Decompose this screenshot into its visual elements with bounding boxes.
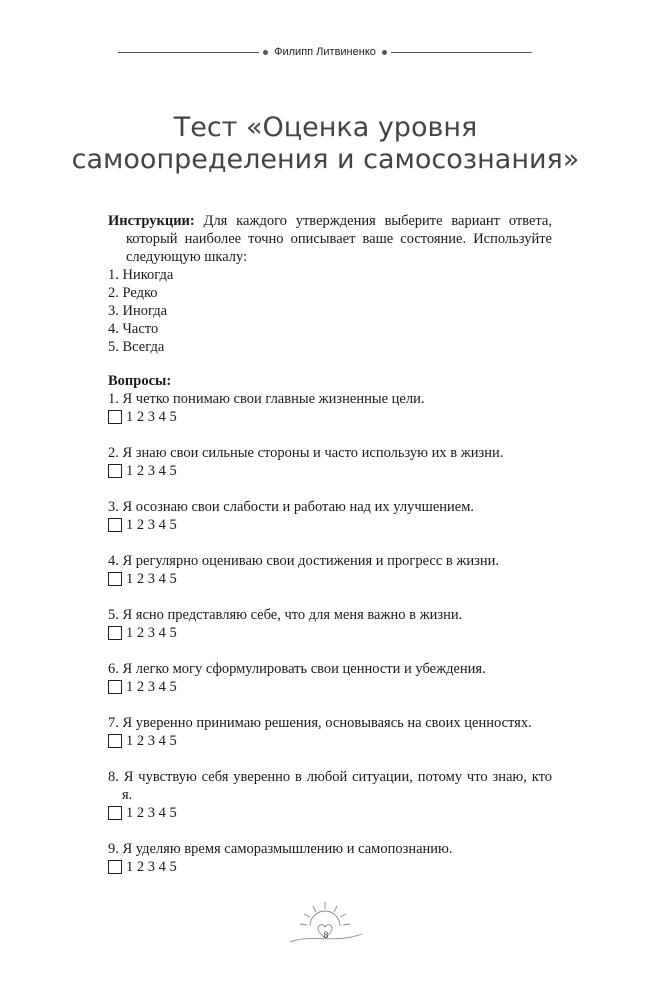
question-text: 5. Я ясно представляю себе, что для меня важно в жизни. xyxy=(108,607,463,623)
answer-checkbox[interactable] xyxy=(108,860,122,874)
answer-scale: 1 2 3 4 5 xyxy=(126,517,177,533)
title-line-1: Тест «Оценка уровня xyxy=(173,112,478,143)
answer-row xyxy=(108,408,552,426)
question-item xyxy=(108,606,552,642)
question-item xyxy=(108,768,552,822)
question-text: 8. Я чувствую себя уверенно в любой ситуации, потому что знаю, кто я. xyxy=(108,769,552,803)
question-text: 7. Я уверенно принимаю решения, основываясь на своих ценностях. xyxy=(108,715,532,731)
question-item xyxy=(108,552,552,588)
answer-scale: 1 2 3 4 5 xyxy=(126,805,177,821)
question-text: 9. Я уделяю время саморазмышлению и самопознанию. xyxy=(108,841,453,857)
question-text: 1. Я четко понимаю свои главные жизненные цели. xyxy=(108,391,425,407)
header-dot-right xyxy=(382,50,387,55)
answer-scale: 1 2 3 4 5 xyxy=(126,463,177,479)
answer-checkbox[interactable] xyxy=(108,410,122,424)
answer-row xyxy=(108,516,552,534)
answer-row xyxy=(108,570,552,588)
answer-row xyxy=(108,678,552,696)
running-header xyxy=(118,44,532,60)
question-item xyxy=(108,390,552,426)
question-text: 6. Я легко могу сформулировать свои ценности и убеждения. xyxy=(108,661,486,677)
instructions xyxy=(108,212,552,266)
answer-row xyxy=(108,732,552,750)
question-text: 4. Я регулярно оцениваю свои достижения и прогресс в жизни. xyxy=(108,553,500,569)
test-content xyxy=(108,212,552,894)
question-item xyxy=(108,714,552,750)
instructions-text: Для каждого утверждения выберите вариант ответа, который наиболее точно описывает ваше состояние. Используйте следующую шкалу: xyxy=(126,213,552,265)
answer-checkbox[interactable] xyxy=(108,518,122,532)
sun-heart-ornament-icon xyxy=(280,898,370,948)
question-text: 2. Я знаю свои сильные стороны и часто использую их в жизни. xyxy=(108,445,504,461)
answer-scale: 1 2 3 4 5 xyxy=(126,409,177,425)
header-dot-left xyxy=(263,50,268,55)
question-item xyxy=(108,498,552,534)
question-item xyxy=(108,444,552,480)
answer-row xyxy=(108,858,552,876)
scale-item: 4. Часто xyxy=(108,321,159,337)
answer-checkbox[interactable] xyxy=(108,806,122,820)
answer-scale: 1 2 3 4 5 xyxy=(126,625,177,641)
answer-checkbox[interactable] xyxy=(108,572,122,586)
page-title xyxy=(40,112,611,176)
scale-item: 1. Никогда xyxy=(108,267,174,283)
answer-row xyxy=(108,804,552,822)
answer-scale: 1 2 3 4 5 xyxy=(126,571,177,587)
answer-checkbox[interactable] xyxy=(108,734,122,748)
answer-checkbox[interactable] xyxy=(108,626,122,640)
title-line-2: самоопределения и самосознания» xyxy=(71,144,580,175)
question-text: 3. Я осознаю свои слабости и работаю над их улучшением. xyxy=(108,499,475,515)
answer-checkbox[interactable] xyxy=(108,680,122,694)
answer-scale: 1 2 3 4 5 xyxy=(126,859,177,875)
header-rule-right xyxy=(391,52,532,53)
header-rule-left xyxy=(118,52,259,53)
scale-list xyxy=(108,266,552,356)
scale-item: 5. Всегда xyxy=(108,339,165,355)
question-item xyxy=(108,660,552,696)
answer-row xyxy=(108,624,552,642)
answer-scale: 1 2 3 4 5 xyxy=(126,733,177,749)
page-number: 8 xyxy=(323,930,329,940)
scale-item: 3. Иногда xyxy=(108,303,168,319)
questions-heading: Вопросы: xyxy=(108,373,172,389)
answer-checkbox[interactable] xyxy=(108,464,122,478)
question-item xyxy=(108,840,552,876)
scale-item: 2. Редко xyxy=(108,285,158,301)
answer-row xyxy=(108,462,552,480)
questions-list xyxy=(108,390,552,876)
header-author: Филипп Литвиненко xyxy=(274,46,376,58)
instructions-label: Инструкции: xyxy=(108,213,195,229)
answer-scale: 1 2 3 4 5 xyxy=(126,679,177,695)
